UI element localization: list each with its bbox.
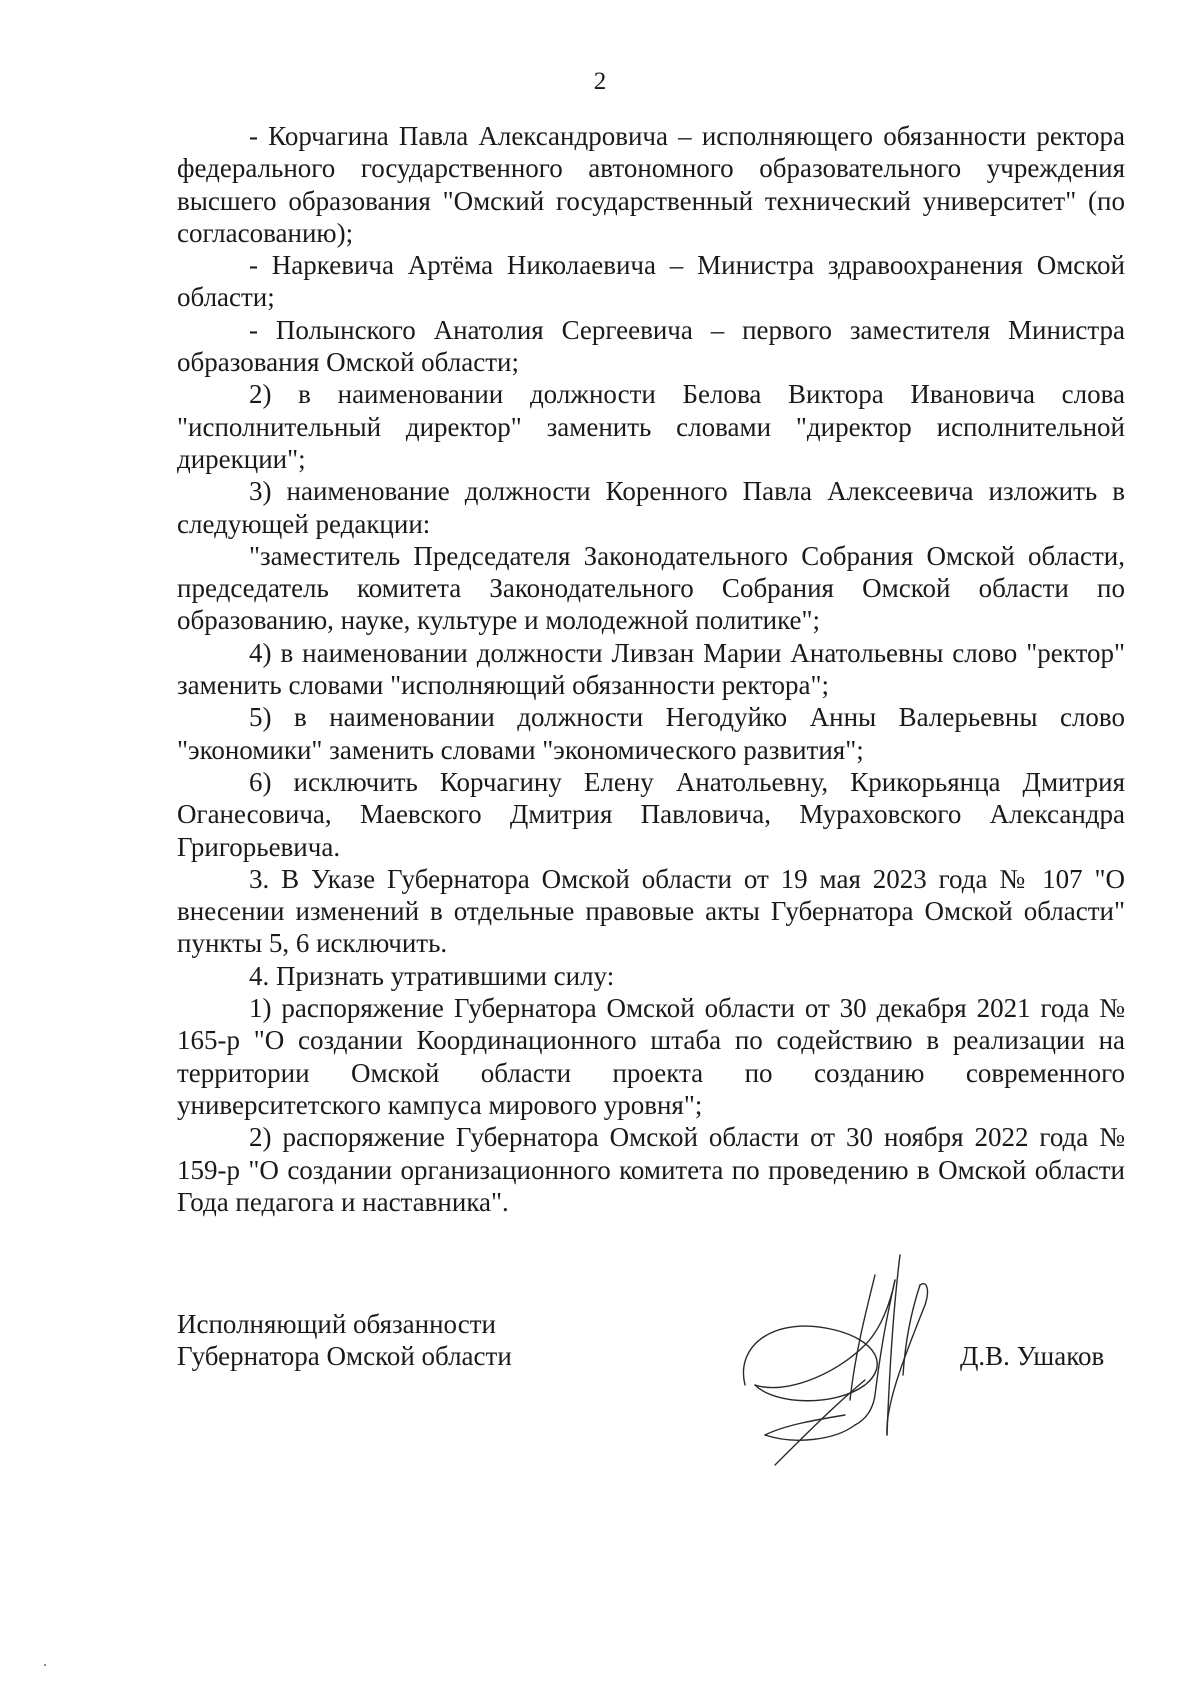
- paragraph-quoted-title: "заместитель Председателя Законодательного Собрания Омской области, председатель комитета Законодательного Собрания Омской области по образованию, науке, культуре и молодежной политике";: [177, 540, 1125, 636]
- paragraph-item-2: 2) в наименовании должности Белова Виктора Ивановича слова "исполнительный директор" заменить словами "директор исполнительной дирекции";: [177, 379, 1125, 474]
- paragraph-narkevich: - Наркевича Артёма Николаевича – Министра здравоохранения Омской области;: [177, 250, 1125, 313]
- signer-title-line-2: Губернатора Омской области: [177, 1341, 512, 1372]
- signer-name: Д.В. Ушаков: [960, 1341, 1105, 1371]
- paragraph-item-5: 5) в наименовании должности Негодуйко Анны Валерьевны слово "экономики" заменить словами "экономического развития";: [177, 702, 1125, 765]
- paragraph-section-4-item-1: 1) распоряжение Губернатора Омской области от 30 декабря 2021 года № 165-р "О создании Координационного штаба по содействию в реализации на территории Омской области проекта по созданию современного университетского кампуса мирового уровня";: [177, 993, 1125, 1120]
- document-body: [177, 120, 1125, 1218]
- paragraph-item-3: 3) наименование должности Коренного Павла Алексеевича изложить в следующей редакции:: [177, 476, 1125, 539]
- paragraph-section-4: 4. Признать утратившими силу:: [249, 960, 615, 991]
- page-number: 2: [593, 68, 607, 95]
- paragraph-polynsky: - Полынского Анатолия Сергеевича – первого заместителя Министра образования Омской области;: [177, 314, 1125, 378]
- paragraph-section-4-item-2: 2) распоряжение Губернатора Омской области от 30 ноября 2022 года № 159-р "О создании организационного комитета по проведению в Омской области Года педагога и наставника".: [177, 1122, 1125, 1217]
- paragraph-item-6: 6) исключить Корчагину Елену Анатольевну, Крикорьянца Дмитрия Оганесовича, Маевского Дмитрия Павловича, Мураховского Александра Григорьевича.: [177, 766, 1125, 862]
- paragraph-korchagin: - Корчагина Павла Александровича – исполняющего обязанности ректора федерального государственного автономного образовательного учреждения высшего образования "Омский государственный технический университет" (по согласованию);: [177, 121, 1125, 248]
- paragraph-item-4: 4) в наименовании должности Ливзан Марии Анатольевны слово "ректор" заменить словами "исполняющий обязанности ректора";: [177, 637, 1125, 701]
- signature-block: [177, 1308, 1125, 1373]
- scan-speck: [44, 1664, 46, 1666]
- paragraph-section-3: 3. В Указе Губернатора Омской области от 19 мая 2023 года № 107 "О внесении изменений в отдельные правовые акты Губернатора Омской области" пункты 5, 6 исключить.: [177, 863, 1125, 959]
- signer-title-line-1: Исполняющий обязанности: [177, 1309, 496, 1339]
